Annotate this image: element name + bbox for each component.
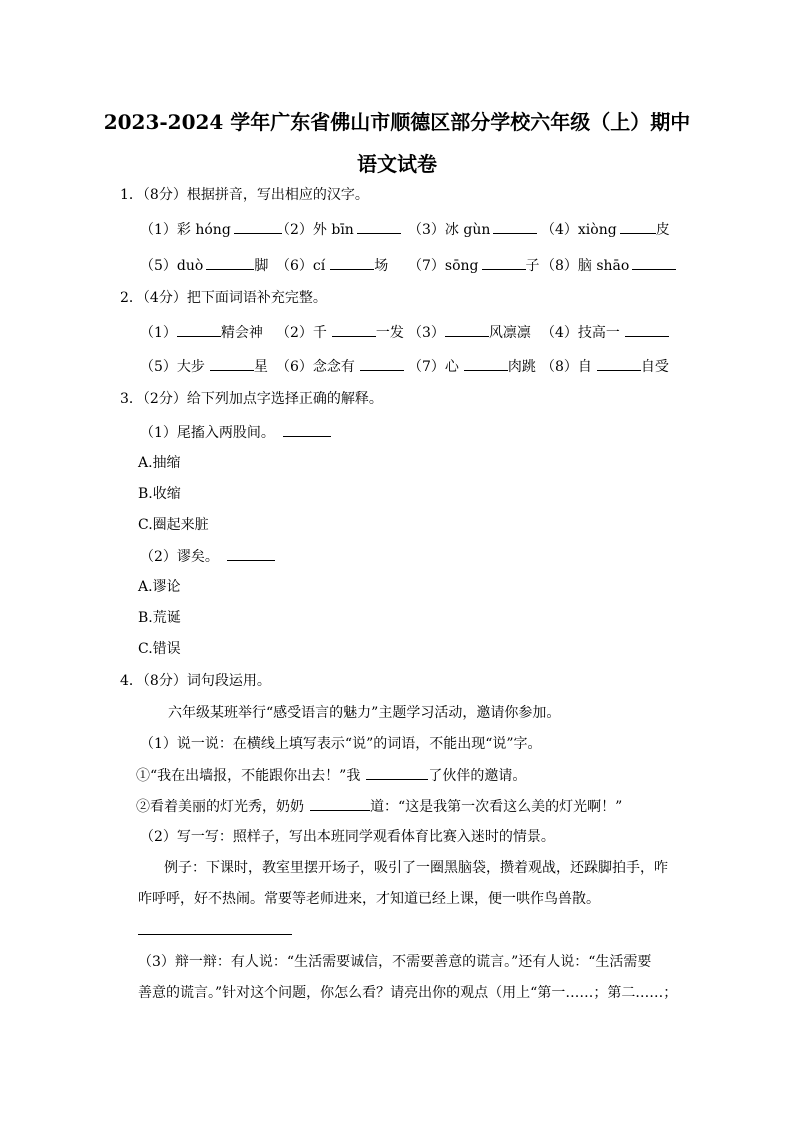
answer-blank[interactable] <box>227 547 275 561</box>
q1-item-2 <box>276 220 401 239</box>
q4-stem: 4．（8分）词句段运用。 <box>120 673 271 689</box>
q4-part3-line1: （3）辩一辩：有人说：“生活需要诚信，不需要善意的谎言。”还有人说：“生活需要 <box>138 954 652 970</box>
answer-blank[interactable] <box>210 357 254 371</box>
q1-item-7-suffix: 子 <box>525 258 540 274</box>
q1-item-4 <box>541 220 670 239</box>
answer-blank[interactable] <box>445 323 489 337</box>
q1-item-8 <box>541 256 676 275</box>
q1-item-6 <box>276 256 388 275</box>
q3-sub1-text: （1）尾搐入两股间。 <box>140 425 275 441</box>
q1-item-2-text: （2）外 bīn <box>276 222 354 238</box>
q3-stem: 3．（2分）给下列加点字选择正确的解释。 <box>120 391 383 407</box>
answer-blank[interactable] <box>597 357 641 371</box>
q1-item-3-text: （3）冰 gùn <box>408 222 491 238</box>
q3-sub2-option-a[interactable]: A.谬论 <box>138 579 181 595</box>
q3-sub2 <box>140 547 275 566</box>
q2-stem: 2．（4分）把下面词语补充完整。 <box>120 290 327 306</box>
q3-sub1 <box>140 423 331 442</box>
q1-item-6-text: （6）cí <box>276 258 326 274</box>
q1-item-5-text: （5）duò <box>140 258 204 274</box>
q4-part3-line2: 善意的谎言。”针对这个问题，你怎么看？请亮出你的观点（用上“第一……；第二……； <box>138 985 678 1001</box>
answer-blank[interactable] <box>310 797 370 811</box>
q2-item-7 <box>408 357 536 376</box>
q2-item-7-text: （7）心 <box>408 359 459 375</box>
q2-item-2-text: （2）千 <box>276 325 327 341</box>
q2-item-2-suffix: 一发 <box>375 325 404 341</box>
q2-item-1-text: （1） <box>140 325 177 341</box>
q4-example-line1: 例子：下课时，教室里摆开场子，吸引了一圈黑脑袋，攒着观战，还跺脚拍手，咋 <box>164 860 668 876</box>
q2-item-5-text: （5）大步 <box>140 359 205 375</box>
q1-item-1-text: （1）彩 hóng <box>140 222 231 238</box>
q3-sub2-text: （2）谬矣。 <box>140 549 219 565</box>
q2-item-6 <box>276 357 404 376</box>
q3-sub1-option-b[interactable]: B.收缩 <box>138 486 181 502</box>
q1-item-4-text: （4）xiòng <box>541 222 617 238</box>
q2-item-3-suffix: 风凛凛 <box>488 325 531 341</box>
q2-item-7-suffix: 肉跳 <box>507 359 536 375</box>
q2-item-8-suffix: 自受 <box>640 359 669 375</box>
answer-blank[interactable] <box>464 357 508 371</box>
q1-item-4-suffix: 皮 <box>655 222 670 238</box>
q4-part1-sentence-a <box>136 766 526 785</box>
exam-title-line2: 语文试卷 <box>357 152 437 176</box>
answer-blank[interactable] <box>357 220 401 234</box>
q2-item-2 <box>276 323 404 342</box>
answer-blank[interactable] <box>330 256 374 270</box>
q1-item-3 <box>408 220 537 239</box>
answer-blank[interactable] <box>283 423 331 437</box>
q1-item-5 <box>140 256 268 275</box>
answer-blank[interactable] <box>482 256 526 270</box>
q2-item-5 <box>140 357 268 376</box>
answer-blank[interactable] <box>493 220 537 234</box>
q2-item-3 <box>408 323 531 342</box>
q1-item-7 <box>408 256 540 275</box>
q4-intro: 六年级某班举行“感受语言的魅力”主题学习活动，邀请你参加。 <box>168 705 561 721</box>
q2-item-5-suffix: 星 <box>253 359 268 375</box>
q3-sub2-option-b[interactable]: B.荒诞 <box>138 610 181 626</box>
q2-item-4 <box>541 323 669 342</box>
answer-blank[interactable] <box>625 323 669 337</box>
q2-item-8 <box>541 357 669 376</box>
q4-part1-sentence-b <box>136 797 622 816</box>
q1-item-6-suffix: 场 <box>374 258 389 274</box>
q2-item-1-suffix: 精会神 <box>220 325 263 341</box>
answer-blank[interactable] <box>620 220 656 234</box>
q2-item-8-text: （8）自 <box>541 359 592 375</box>
q1-item-1 <box>140 220 282 239</box>
q2-item-3-text: （3） <box>408 325 445 341</box>
answer-blank[interactable] <box>366 766 428 780</box>
q4-part2-prompt: （2）写一写：照样子，写出本班同学观看体育比赛入迷时的情景。 <box>140 829 555 845</box>
answer-blank[interactable] <box>332 323 376 337</box>
q4-part1-b-suffix: 道：“这是我第一次看这么美的灯光啊！” <box>370 799 623 815</box>
q3-sub1-option-c[interactable]: C.圈起来脏 <box>138 517 209 533</box>
answer-blank[interactable] <box>206 256 254 270</box>
q2-item-4-text: （4）技高一 <box>541 325 620 341</box>
q4-part1-b-text: ②看着美丽的灯光秀，奶奶 <box>136 799 304 815</box>
q1-item-5-suffix: 脚 <box>254 258 269 274</box>
q4-part1-prompt: （1）说一说：在横线上填写表示“说”的词语，不能出现“说”字。 <box>140 736 542 752</box>
q1-item-8-text: （8）脑 shāo <box>541 258 630 274</box>
q4-part1-a-text: ①“我在出墙报，不能跟你出去！”我 <box>136 768 361 784</box>
exam-title-line1: 2023-2024 学年广东省佛山市顺德区部分学校六年级（上）期中 <box>103 110 691 134</box>
q2-item-1 <box>140 323 263 342</box>
answer-blank[interactable] <box>360 357 404 371</box>
q1-item-7-text: （7）sōng <box>408 258 479 274</box>
q3-sub1-option-a[interactable]: A.抽缩 <box>138 455 181 471</box>
q2-item-6-text: （6）念念有 <box>276 359 355 375</box>
answer-blank[interactable] <box>177 323 221 337</box>
answer-line[interactable] <box>138 934 292 935</box>
q4-example-line2: 咋呼呼，好不热闹。常要等老师进来，才知道已经上课，便一哄作鸟兽散。 <box>138 891 600 907</box>
q1-stem: 1．（8分）根据拼音，写出相应的汉字。 <box>120 187 369 203</box>
answer-blank[interactable] <box>234 220 282 234</box>
q3-sub2-option-c[interactable]: C.错误 <box>138 641 181 657</box>
answer-blank[interactable] <box>632 256 676 270</box>
q4-part1-a-suffix: 了伙伴的邀请。 <box>428 768 527 784</box>
